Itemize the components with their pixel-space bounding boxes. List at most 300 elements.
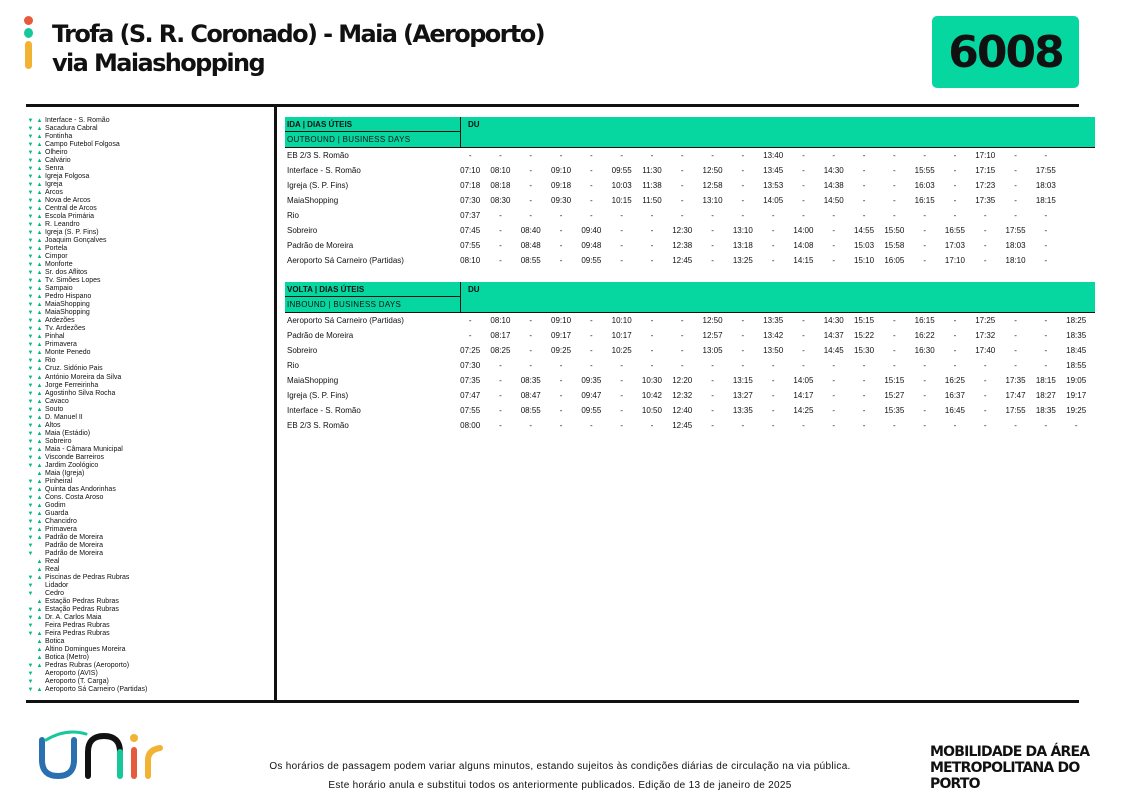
time-cell: 16:30 (914, 346, 935, 355)
arrow-up-icon: ▲ (36, 478, 43, 485)
time-cell: - (983, 391, 987, 400)
time-cell: - (620, 406, 623, 415)
direction-label-en: INBOUND | BUSINESS DAYS (287, 300, 402, 309)
time-cell: 07:35 (460, 376, 481, 385)
time-cell: - (983, 256, 987, 265)
stop-name: Padrão de Moreira (45, 533, 103, 541)
time-cell: - (923, 256, 926, 265)
time-cell: - (771, 391, 775, 400)
time-cell: - (559, 241, 563, 250)
stop-item (26, 518, 272, 526)
time-cell: 14:45 (823, 346, 844, 355)
timetable-row (285, 313, 1095, 328)
time-cell: 12:45 (672, 256, 693, 265)
time-cell: 12:30 (672, 226, 693, 235)
time-cell: 07:25 (460, 346, 481, 355)
time-cell: 18:27 (1035, 391, 1056, 400)
stop-name: Monte Penedo (45, 349, 91, 357)
arrow-down-icon: ▼ (27, 342, 34, 349)
time-cell: - (620, 226, 623, 235)
time-cell: - (802, 196, 805, 205)
arrow-up-icon: ▲ (36, 174, 43, 181)
arrow-up-icon: ▲ (36, 574, 43, 581)
time-cell: - (802, 151, 805, 160)
time-cell: - (771, 406, 775, 415)
stop-name: Arcos (45, 189, 63, 197)
time-cell: - (771, 211, 775, 220)
time-cell: - (1014, 316, 1017, 325)
unir-logo (36, 726, 172, 782)
stop-name: Igreja (45, 181, 63, 189)
time-cell: 18:03 (1005, 241, 1026, 250)
arrow-down-icon: ▼ (27, 158, 34, 165)
arrow-down-icon: ▼ (27, 494, 34, 501)
time-cell: - (802, 361, 805, 370)
time-cell: 09:47 (581, 391, 602, 400)
time-cell: 09:30 (551, 196, 572, 205)
time-cell: 12:57 (702, 331, 723, 340)
stop-name: Maia - Câmara Municipal (45, 445, 123, 453)
time-cell: 14:38 (823, 181, 844, 190)
time-cell: - (923, 421, 926, 430)
time-cell: - (559, 376, 563, 385)
stop-item (26, 189, 272, 197)
time-cell: - (983, 421, 987, 430)
time-cell: - (711, 406, 714, 415)
arrow-down-icon: ▼ (27, 590, 34, 597)
stop-name: Tv. Ardezões (45, 325, 86, 333)
time-cell: 08:25 (490, 346, 511, 355)
stop-name: Chancidro (45, 517, 77, 525)
time-cell: 13:27 (732, 391, 753, 400)
time-cell: 08:18 (490, 181, 511, 190)
arrow-down-icon: ▼ (27, 663, 34, 670)
time-cell: - (559, 226, 563, 235)
arrow-down-icon: ▼ (27, 518, 34, 525)
stop-name: Estação Pedras Rubras (45, 605, 119, 613)
time-cell: - (983, 241, 987, 250)
time-cell: 18:35 (1035, 406, 1056, 415)
time-cell: 14:25 (793, 406, 814, 415)
stop-name: Real (45, 565, 60, 573)
time-cell: - (893, 331, 896, 340)
stop-name: Cavaco (45, 397, 69, 405)
day-code: DU (468, 285, 480, 294)
time-cell: - (499, 256, 502, 265)
stop-name: Lidador (45, 581, 69, 589)
arrow-up-icon: ▲ (36, 254, 43, 261)
time-cell: 15:55 (914, 166, 935, 175)
time-cell: - (802, 166, 805, 175)
time-cell: - (953, 181, 957, 190)
stop-item (26, 470, 272, 478)
stop-item (26, 542, 272, 550)
time-cell: 16:05 (884, 256, 905, 265)
time-cell: 13:15 (732, 376, 753, 385)
time-cell: - (590, 196, 593, 205)
arrow-up-icon: ▲ (36, 446, 43, 453)
time-cell: - (1044, 331, 1048, 340)
timetable-row (285, 253, 1095, 268)
arrow-up-icon: ▲ (36, 390, 43, 397)
time-cell: - (741, 211, 745, 220)
time-cell: - (1044, 226, 1048, 235)
time-cell: 08:10 (490, 166, 511, 175)
stop-item (26, 213, 272, 221)
arrow-up-icon: ▲ (36, 214, 43, 221)
row-stop-name: Aeroporto Sá Carneiro (Partidas) (287, 256, 404, 265)
time-cell: 12:32 (672, 391, 693, 400)
timetable-row (285, 418, 1095, 433)
stop-item (26, 285, 272, 293)
stop-item (26, 390, 272, 398)
stop-name: Cruz. Sidónio Pais (45, 365, 103, 373)
time-cell: 14:05 (793, 376, 814, 385)
stop-item (26, 582, 272, 590)
row-stop-name: Padrão de Moreira (287, 331, 354, 340)
arrow-up-icon: ▲ (36, 134, 43, 141)
top-rule (26, 104, 1079, 107)
stop-item (26, 462, 272, 470)
time-cell: - (711, 376, 714, 385)
time-cell: - (862, 361, 866, 370)
arrow-up-icon: ▲ (36, 126, 43, 133)
stop-name: Aeroporto Sá Carneiro (Partidas) (45, 686, 148, 694)
time-cell: - (1014, 181, 1017, 190)
stop-name: Guarda (45, 509, 69, 517)
arrow-up-icon: ▲ (36, 382, 43, 389)
arrow-up-icon: ▲ (36, 639, 43, 646)
stop-item (26, 245, 272, 253)
stop-item (26, 325, 272, 333)
stop-name: Souto (45, 405, 64, 413)
stop-item (26, 550, 272, 558)
time-cell: - (468, 151, 472, 160)
stop-name: Piscinas de Pedras Rubras (45, 573, 130, 581)
stop-name: Feira Pedras Rubras (45, 630, 110, 637)
time-cell: 10:17 (611, 331, 632, 340)
arrow-down-icon: ▼ (27, 534, 34, 541)
timetable-row (285, 343, 1095, 358)
row-stop-name: Rio (287, 361, 300, 370)
arrow-down-icon: ▼ (27, 358, 34, 365)
time-cell: 17:47 (1005, 391, 1026, 400)
stop-name: MaiaShopping (45, 301, 90, 309)
stop-name: Botica (Metro) (45, 654, 89, 662)
time-cell: - (1044, 361, 1048, 370)
arrow-up-icon: ▲ (36, 350, 43, 357)
arrow-up-icon: ▲ (36, 406, 43, 413)
arrow-down-icon: ▼ (27, 366, 34, 373)
stop-item (26, 494, 272, 502)
timetable-row (285, 388, 1095, 403)
arrow-up-icon: ▲ (36, 342, 43, 349)
time-cell: - (1044, 241, 1048, 250)
stop-item (26, 141, 272, 149)
time-cell: - (832, 406, 836, 415)
stop-item (26, 478, 272, 486)
row-stop-name: MaiaShopping (287, 196, 339, 205)
stop-item (26, 229, 272, 237)
timetable-row (285, 328, 1095, 343)
time-cell: 13:05 (702, 346, 723, 355)
time-cell: 13:35 (763, 316, 784, 325)
time-cell: - (832, 421, 836, 430)
time-cell: - (802, 211, 805, 220)
time-cell: - (953, 346, 957, 355)
time-cell: - (862, 151, 866, 160)
arrow-down-icon: ▼ (27, 390, 34, 397)
timetable-row (285, 163, 1095, 178)
time-cell: 18:35 (1066, 331, 1087, 340)
time-cell: 08:55 (520, 406, 541, 415)
row-stop-name: Sobreiro (287, 226, 318, 235)
footer-notice-1: Os horários de passagem podem variar alguns minutos, estando sujeitos às condições diárias de circulação na via pública. (269, 761, 851, 772)
time-cell: - (893, 421, 896, 430)
arrow-down-icon: ▼ (27, 582, 34, 589)
stop-name: Primavera (45, 525, 77, 533)
time-cell: 17:10 (975, 151, 996, 160)
time-cell: - (1014, 196, 1017, 205)
arrow-down-icon: ▼ (27, 166, 34, 173)
authority-logo (930, 744, 1122, 792)
time-cell: - (1014, 331, 1017, 340)
time-cell: - (862, 421, 866, 430)
stop-item (26, 606, 272, 614)
time-cell: 09:10 (551, 166, 572, 175)
arrow-down-icon: ▼ (27, 478, 34, 485)
arrow-up-icon: ▲ (36, 270, 43, 277)
time-cell: 09:35 (581, 376, 602, 385)
time-cell: - (1044, 316, 1048, 325)
stop-item (26, 590, 272, 598)
time-cell: 12:40 (672, 406, 693, 415)
arrow-down-icon: ▼ (27, 190, 34, 197)
arrow-down-icon: ▼ (27, 326, 34, 333)
arrow-up-icon: ▲ (36, 374, 43, 381)
arrow-up-icon: ▲ (36, 494, 43, 501)
arrow-down-icon: ▼ (27, 422, 34, 429)
stop-name: António Moreira da Silva (45, 373, 122, 381)
time-cell: - (1044, 256, 1048, 265)
time-cell: 14:30 (823, 166, 844, 175)
time-cell: 14:17 (793, 391, 814, 400)
time-cell: - (1044, 211, 1048, 220)
time-cell: - (529, 181, 533, 190)
row-stop-name: Padrão de Moreira (287, 241, 354, 250)
stop-item (26, 341, 272, 349)
time-cell: - (953, 361, 957, 370)
arrow-down-icon: ▼ (27, 550, 34, 557)
stop-name: Igreja (S. P. Fins) (45, 229, 99, 237)
time-cell: - (923, 406, 926, 415)
stop-name: Olheiro (45, 149, 68, 157)
stop-item (26, 414, 272, 422)
time-cell: 13:35 (732, 406, 753, 415)
stop-name: Padrão de Moreira (45, 541, 103, 549)
time-cell: 14:50 (823, 196, 844, 205)
arrow-down-icon: ▼ (27, 246, 34, 253)
time-cell: - (832, 211, 836, 220)
time-cell: - (590, 166, 593, 175)
time-cell: 18:45 (1066, 346, 1087, 355)
arrow-up-icon: ▲ (36, 518, 43, 525)
arrow-up-icon: ▲ (36, 198, 43, 205)
time-cell: 15:30 (854, 346, 875, 355)
stop-item (26, 333, 272, 341)
time-cell: 15:50 (884, 226, 905, 235)
direction-label-en: OUTBOUND | BUSINESS DAYS (287, 135, 411, 144)
arrow-down-icon: ▼ (27, 230, 34, 237)
stop-item (26, 662, 272, 670)
time-cell: 16:03 (914, 181, 935, 190)
time-cell: - (650, 346, 654, 355)
arrow-up-icon: ▲ (36, 294, 43, 301)
timetable-row (285, 403, 1095, 418)
time-cell: 07:55 (460, 241, 481, 250)
authority-line2: METROPOLITANA DO PORTO (930, 760, 1080, 792)
stop-item (26, 630, 272, 638)
arrow-down-icon: ▼ (27, 238, 34, 245)
time-cell: - (953, 331, 957, 340)
time-cell: - (529, 166, 533, 175)
time-cell: 18:15 (1035, 376, 1056, 385)
time-cell: - (650, 241, 654, 250)
stop-name: MaiaShopping (45, 309, 90, 317)
time-cell: 08:40 (520, 226, 541, 235)
time-cell: 15:35 (884, 406, 905, 415)
time-cell: 19:25 (1066, 406, 1087, 415)
time-cell: - (802, 181, 805, 190)
arrow-down-icon: ▼ (27, 542, 34, 549)
stop-name: Maia (Estádio) (45, 429, 91, 437)
arrow-up-icon: ▲ (36, 647, 43, 654)
time-cell: - (832, 226, 836, 235)
stop-item (26, 638, 272, 646)
arrow-down-icon: ▼ (27, 254, 34, 261)
time-cell: 16:22 (914, 331, 935, 340)
stop-name: Godim (45, 501, 66, 509)
stop-name: Visconde Barreiros (45, 453, 105, 461)
time-cell: - (711, 211, 714, 220)
arrow-up-icon: ▲ (36, 118, 43, 124)
stop-name: R. Leandro (45, 221, 80, 229)
stop-name: Ardezões (45, 317, 75, 325)
time-cell: - (529, 316, 533, 325)
time-cell: 17:55 (1035, 166, 1056, 175)
time-cell: - (650, 151, 654, 160)
time-cell: 17:03 (944, 241, 965, 250)
arrow-up-icon: ▲ (36, 422, 43, 429)
stop-name: Cons. Costa Aroso (45, 493, 104, 501)
arrow-up-icon: ▲ (36, 510, 43, 517)
time-cell: 12:58 (702, 181, 723, 190)
row-stop-name: Aeroporto Sá Carneiro (Partidas) (287, 316, 404, 325)
time-cell: 16:15 (914, 316, 935, 325)
time-cell: - (953, 316, 957, 325)
time-cell: 17:55 (1005, 226, 1026, 235)
time-cell: - (983, 211, 987, 220)
time-cell: - (1014, 346, 1017, 355)
time-cell: - (620, 241, 623, 250)
time-cell: 12:45 (672, 421, 693, 430)
time-cell: - (832, 241, 836, 250)
arrow-up-icon: ▲ (36, 286, 43, 293)
stop-item (26, 398, 272, 406)
time-cell: 13:18 (732, 241, 753, 250)
stop-name: Monforte (45, 261, 73, 269)
arrow-up-icon: ▲ (36, 614, 43, 621)
time-cell: - (468, 316, 472, 325)
stop-name: Igreja Folgosa (45, 173, 90, 181)
time-cell: - (923, 211, 926, 220)
time-cell: - (983, 406, 987, 415)
time-cell: 08:47 (520, 391, 541, 400)
stop-name: Jardim Zoológico (45, 461, 99, 469)
time-cell: - (771, 361, 775, 370)
arrow-up-icon: ▲ (36, 158, 43, 165)
row-stop-name: EB 2/3 S. Romão (287, 151, 349, 160)
time-cell: - (832, 361, 836, 370)
stop-item (26, 534, 272, 542)
arrow-down-icon: ▼ (27, 414, 34, 421)
stop-item (26, 566, 272, 574)
time-cell: 14:55 (854, 226, 875, 235)
arrow-up-icon: ▲ (36, 486, 43, 493)
arrow-up-icon: ▲ (36, 238, 43, 245)
stop-name: Quinta das Andorinhas (45, 485, 116, 493)
time-cell: - (953, 421, 957, 430)
time-cell: - (771, 376, 775, 385)
stop-item (26, 149, 272, 157)
time-cell: - (680, 346, 684, 355)
time-cell: - (893, 151, 896, 160)
time-cell: - (1014, 166, 1017, 175)
time-cell: 08:30 (490, 196, 511, 205)
time-cell: - (893, 211, 896, 220)
stop-item (26, 181, 272, 189)
stop-item (26, 301, 272, 309)
time-cell: - (923, 226, 926, 235)
timetable-row (285, 238, 1095, 253)
arrow-up-icon: ▲ (36, 318, 43, 325)
arrow-down-icon: ▼ (27, 206, 34, 213)
arrow-up-icon: ▲ (36, 566, 43, 573)
time-cell: - (1074, 421, 1078, 430)
arrow-up-icon: ▲ (36, 142, 43, 149)
time-cell: 16:15 (914, 196, 935, 205)
timetable-row (285, 223, 1095, 238)
time-cell: - (499, 376, 502, 385)
time-cell: 18:15 (1035, 196, 1056, 205)
time-cell: - (529, 421, 533, 430)
stop-name: Estação Pedras Rubras (45, 597, 119, 605)
time-cell: 10:50 (641, 406, 662, 415)
time-cell: 10:42 (641, 391, 662, 400)
stop-item (26, 133, 272, 141)
time-cell: 15:22 (854, 331, 875, 340)
stop-item (26, 309, 272, 317)
arrow-up-icon: ▲ (36, 655, 43, 662)
time-cell: 17:23 (975, 181, 996, 190)
time-cell: 15:58 (884, 241, 905, 250)
time-cell: 14:08 (793, 241, 814, 250)
time-cell: - (650, 421, 654, 430)
stop-name: Sacadura Cabral (45, 125, 98, 133)
stop-item (26, 293, 272, 301)
time-cell: 16:45 (944, 406, 965, 415)
arrow-up-icon: ▲ (36, 182, 43, 189)
